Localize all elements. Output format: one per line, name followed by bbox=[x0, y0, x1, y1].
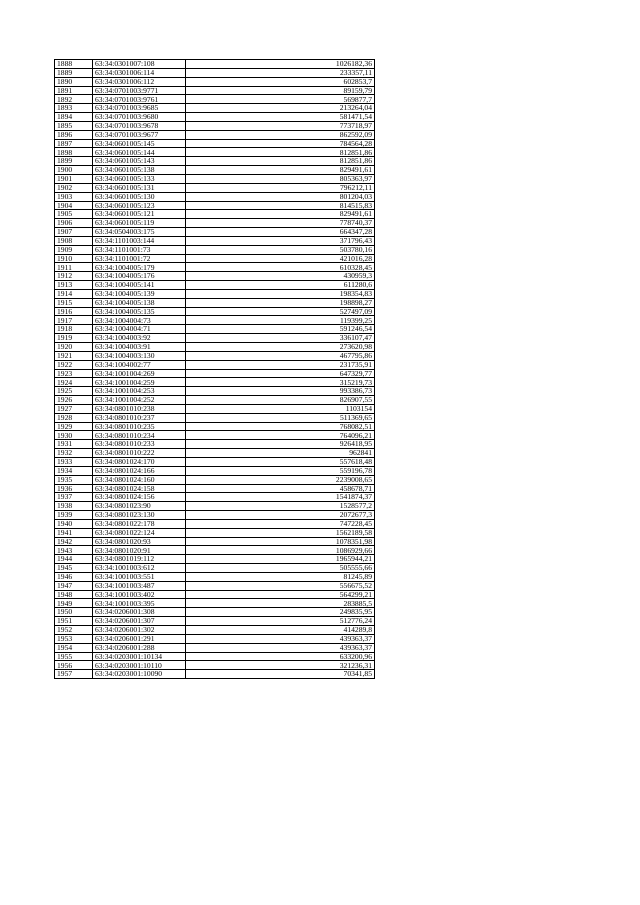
cadastral-number-cell: 63:34:1101001:72 bbox=[93, 254, 186, 263]
cadastral-number-cell: 63:34:0203001:10110 bbox=[93, 661, 186, 670]
row-number-cell: 1890 bbox=[55, 77, 93, 86]
table-row bbox=[55, 440, 375, 449]
value-cell: 611280,6 bbox=[186, 281, 375, 290]
row-number-cell: 1912 bbox=[55, 272, 93, 281]
table-row bbox=[55, 121, 375, 130]
value-cell: 1086929,66 bbox=[186, 546, 375, 555]
table-row bbox=[55, 431, 375, 440]
cadastral-number-cell: 63:34:0801020:93 bbox=[93, 537, 186, 546]
value-cell: 249835,95 bbox=[186, 608, 375, 617]
table-row bbox=[55, 378, 375, 387]
value-cell: 421016,28 bbox=[186, 254, 375, 263]
row-number-cell: 1892 bbox=[55, 95, 93, 104]
cadastral-number-cell: 63:34:0301006:114 bbox=[93, 68, 186, 77]
row-number-cell: 1925 bbox=[55, 387, 93, 396]
row-number-cell: 1947 bbox=[55, 581, 93, 590]
row-number-cell: 1904 bbox=[55, 201, 93, 210]
value-cell: 512776,24 bbox=[186, 617, 375, 626]
table-row bbox=[55, 316, 375, 325]
row-number-cell: 1898 bbox=[55, 148, 93, 157]
row-number-cell: 1953 bbox=[55, 634, 93, 643]
row-number-cell: 1919 bbox=[55, 334, 93, 343]
cadastral-number-cell: 63:34:1004005:139 bbox=[93, 289, 186, 298]
cadastral-number-cell: 63:34:1004005:141 bbox=[93, 281, 186, 290]
row-number-cell: 1940 bbox=[55, 519, 93, 528]
value-cell: 747228,45 bbox=[186, 519, 375, 528]
table-row bbox=[55, 334, 375, 343]
cadastral-number-cell: 63:34:1004003:130 bbox=[93, 351, 186, 360]
value-cell: 198898,27 bbox=[186, 298, 375, 307]
table-row bbox=[55, 219, 375, 228]
table-row bbox=[55, 475, 375, 484]
row-number-cell: 1915 bbox=[55, 298, 93, 307]
value-cell: 1965944,21 bbox=[186, 555, 375, 564]
row-number-cell: 1902 bbox=[55, 183, 93, 192]
row-number-cell: 1899 bbox=[55, 157, 93, 166]
row-number-cell: 1922 bbox=[55, 360, 93, 369]
value-cell: 812851,86 bbox=[186, 157, 375, 166]
cadastral-number-cell: 63:34:0601005:131 bbox=[93, 183, 186, 192]
row-number-cell: 1888 bbox=[55, 60, 93, 69]
cadastral-number-cell: 63:34:0801024:156 bbox=[93, 493, 186, 502]
table-row bbox=[55, 643, 375, 652]
table-row bbox=[55, 608, 375, 617]
row-number-cell: 1900 bbox=[55, 166, 93, 175]
cadastral-number-cell: 63:34:0206001:288 bbox=[93, 643, 186, 652]
row-number-cell: 1948 bbox=[55, 590, 93, 599]
table-row bbox=[55, 86, 375, 95]
row-number-cell: 1909 bbox=[55, 245, 93, 254]
row-number-cell: 1923 bbox=[55, 369, 93, 378]
value-cell: 796212,11 bbox=[186, 183, 375, 192]
row-number-cell: 1916 bbox=[55, 307, 93, 316]
value-cell: 633200,96 bbox=[186, 652, 375, 661]
row-number-cell: 1917 bbox=[55, 316, 93, 325]
row-number-cell: 1944 bbox=[55, 555, 93, 564]
row-number-cell: 1933 bbox=[55, 457, 93, 466]
row-number-cell: 1950 bbox=[55, 608, 93, 617]
cadastral-number-cell: 63:34:1004004:73 bbox=[93, 316, 186, 325]
value-cell: 814515,83 bbox=[186, 201, 375, 210]
value-cell: 926418,95 bbox=[186, 440, 375, 449]
table-row bbox=[55, 413, 375, 422]
row-number-cell: 1952 bbox=[55, 626, 93, 635]
value-cell: 198354,83 bbox=[186, 289, 375, 298]
table-row bbox=[55, 263, 375, 272]
cadastral-number-cell: 63:34:0601005:143 bbox=[93, 157, 186, 166]
value-cell: 591246,54 bbox=[186, 325, 375, 334]
table-row bbox=[55, 157, 375, 166]
row-number-cell: 1930 bbox=[55, 431, 93, 440]
table-row bbox=[55, 148, 375, 157]
row-number-cell: 1943 bbox=[55, 546, 93, 555]
row-number-cell: 1941 bbox=[55, 528, 93, 537]
cadastral-number-cell: 63:34:1001003:612 bbox=[93, 564, 186, 573]
cadastral-number-cell: 63:34:1004005:179 bbox=[93, 263, 186, 272]
cadastral-number-cell: 63:34:0701003:9680 bbox=[93, 113, 186, 122]
value-cell: 801204,03 bbox=[186, 192, 375, 201]
table-row bbox=[55, 254, 375, 263]
cadastral-number-cell: 63:34:0301006:112 bbox=[93, 77, 186, 86]
value-cell: 283885,5 bbox=[186, 599, 375, 608]
value-cell: 1541874,37 bbox=[186, 493, 375, 502]
row-number-cell: 1949 bbox=[55, 599, 93, 608]
table-row bbox=[55, 661, 375, 670]
value-cell: 773718,97 bbox=[186, 121, 375, 130]
row-number-cell: 1907 bbox=[55, 228, 93, 237]
table-row bbox=[55, 307, 375, 316]
cadastral-number-cell: 63:34:1001004:252 bbox=[93, 396, 186, 405]
row-number-cell: 1897 bbox=[55, 139, 93, 148]
value-cell: 439363,37 bbox=[186, 634, 375, 643]
table-row bbox=[55, 298, 375, 307]
row-number-cell: 1936 bbox=[55, 484, 93, 493]
value-cell: 467795,86 bbox=[186, 351, 375, 360]
cadastral-number-cell: 63:34:1004002:77 bbox=[93, 360, 186, 369]
value-cell: 1528577,2 bbox=[186, 502, 375, 511]
value-cell: 993386,73 bbox=[186, 387, 375, 396]
row-number-cell: 1931 bbox=[55, 440, 93, 449]
row-number-cell: 1911 bbox=[55, 263, 93, 272]
table-row bbox=[55, 245, 375, 254]
cadastral-number-cell: 63:34:0203001:10134 bbox=[93, 652, 186, 661]
row-number-cell: 1929 bbox=[55, 422, 93, 431]
value-cell: 371796,43 bbox=[186, 236, 375, 245]
value-cell: 559196,78 bbox=[186, 466, 375, 475]
table-row bbox=[55, 113, 375, 122]
value-cell: 458678,71 bbox=[186, 484, 375, 493]
value-cell: 511369,65 bbox=[186, 413, 375, 422]
cadastral-number-cell: 63:34:0801010:235 bbox=[93, 422, 186, 431]
table-row bbox=[55, 77, 375, 86]
row-number-cell: 1957 bbox=[55, 670, 93, 679]
table-row bbox=[55, 404, 375, 413]
table-row bbox=[55, 652, 375, 661]
table-row bbox=[55, 183, 375, 192]
value-cell: 768082,51 bbox=[186, 422, 375, 431]
cadastral-number-cell: 63:34:0601005:145 bbox=[93, 139, 186, 148]
cadastral-number-cell: 63:34:0801010:233 bbox=[93, 440, 186, 449]
table-body bbox=[55, 60, 375, 679]
row-number-cell: 1924 bbox=[55, 378, 93, 387]
value-cell: 414289,8 bbox=[186, 626, 375, 635]
value-cell: 527497,09 bbox=[186, 307, 375, 316]
value-cell: 70341,85 bbox=[186, 670, 375, 679]
cadastral-number-cell: 63:34:1004004:71 bbox=[93, 325, 186, 334]
table-row bbox=[55, 201, 375, 210]
row-number-cell: 1901 bbox=[55, 174, 93, 183]
value-cell: 503780,16 bbox=[186, 245, 375, 254]
value-cell: 81245,89 bbox=[186, 572, 375, 581]
cadastral-number-cell: 63:34:0601005:138 bbox=[93, 166, 186, 175]
cadastral-number-cell: 63:34:1101003:144 bbox=[93, 236, 186, 245]
value-cell: 664347,28 bbox=[186, 228, 375, 237]
cadastral-number-cell: 63:34:0801019:112 bbox=[93, 555, 186, 564]
value-cell: 273620,98 bbox=[186, 343, 375, 352]
cadastral-number-cell: 63:34:0601005:130 bbox=[93, 192, 186, 201]
row-number-cell: 1894 bbox=[55, 113, 93, 122]
cadastral-number-cell: 63:34:1004005:176 bbox=[93, 272, 186, 281]
row-number-cell: 1891 bbox=[55, 86, 93, 95]
row-number-cell: 1955 bbox=[55, 652, 93, 661]
table-row bbox=[55, 537, 375, 546]
cadastral-number-cell: 63:34:0601005:119 bbox=[93, 219, 186, 228]
cadastral-number-cell: 63:34:1004003:92 bbox=[93, 334, 186, 343]
cadastral-number-cell: 63:34:0203001:10090 bbox=[93, 670, 186, 679]
table-row bbox=[55, 634, 375, 643]
cadastral-number-cell: 63:34:0601005:123 bbox=[93, 201, 186, 210]
value-cell: 581471,54 bbox=[186, 113, 375, 122]
table-row bbox=[55, 572, 375, 581]
row-number-cell: 1954 bbox=[55, 643, 93, 652]
table-row bbox=[55, 599, 375, 608]
table-row bbox=[55, 104, 375, 113]
table-row bbox=[55, 564, 375, 573]
value-cell: 764096,21 bbox=[186, 431, 375, 440]
table-row bbox=[55, 166, 375, 175]
table-row bbox=[55, 449, 375, 458]
data-table bbox=[54, 59, 375, 679]
cadastral-number-cell: 63:34:1001004:253 bbox=[93, 387, 186, 396]
value-cell: 1103154 bbox=[186, 404, 375, 413]
table-row bbox=[55, 174, 375, 183]
cadastral-number-cell: 63:34:0206001:291 bbox=[93, 634, 186, 643]
row-number-cell: 1896 bbox=[55, 130, 93, 139]
table-row bbox=[55, 139, 375, 148]
value-cell: 784564,28 bbox=[186, 139, 375, 148]
row-number-cell: 1921 bbox=[55, 351, 93, 360]
value-cell: 1026182,36 bbox=[186, 60, 375, 69]
cadastral-number-cell: 63:34:0206001:307 bbox=[93, 617, 186, 626]
table-row bbox=[55, 369, 375, 378]
value-cell: 564299,21 bbox=[186, 590, 375, 599]
cadastral-number-cell: 63:34:1001004:259 bbox=[93, 378, 186, 387]
cadastral-number-cell: 63:34:0801024:160 bbox=[93, 475, 186, 484]
value-cell: 962841 bbox=[186, 449, 375, 458]
cadastral-number-cell: 63:34:1001003:395 bbox=[93, 599, 186, 608]
table-row bbox=[55, 457, 375, 466]
value-cell: 119399,25 bbox=[186, 316, 375, 325]
cadastral-number-cell: 63:34:0701003:9761 bbox=[93, 95, 186, 104]
row-number-cell: 1906 bbox=[55, 219, 93, 228]
row-number-cell: 1903 bbox=[55, 192, 93, 201]
row-number-cell: 1956 bbox=[55, 661, 93, 670]
value-cell: 778740,37 bbox=[186, 219, 375, 228]
row-number-cell: 1938 bbox=[55, 502, 93, 511]
cadastral-number-cell: 63:34:1101001:73 bbox=[93, 245, 186, 254]
table-row bbox=[55, 343, 375, 352]
cadastral-number-cell: 63:34:0801024:158 bbox=[93, 484, 186, 493]
table-row bbox=[55, 289, 375, 298]
row-number-cell: 1942 bbox=[55, 537, 93, 546]
value-cell: 610328,45 bbox=[186, 263, 375, 272]
table-row bbox=[55, 396, 375, 405]
table-row bbox=[55, 670, 375, 679]
cadastral-number-cell: 63:34:0701003:9677 bbox=[93, 130, 186, 139]
row-number-cell: 1945 bbox=[55, 564, 93, 573]
table-row bbox=[55, 95, 375, 104]
row-number-cell: 1932 bbox=[55, 449, 93, 458]
value-cell: 1078351,98 bbox=[186, 537, 375, 546]
cadastral-number-cell: 63:34:0801010:234 bbox=[93, 431, 186, 440]
cadastral-number-cell: 63:34:0801023:90 bbox=[93, 502, 186, 511]
table-row bbox=[55, 210, 375, 219]
value-cell: 315219,73 bbox=[186, 378, 375, 387]
row-number-cell: 1908 bbox=[55, 236, 93, 245]
row-number-cell: 1927 bbox=[55, 404, 93, 413]
value-cell: 569877,7 bbox=[186, 95, 375, 104]
table-row bbox=[55, 422, 375, 431]
table-row bbox=[55, 281, 375, 290]
value-cell: 321236,31 bbox=[186, 661, 375, 670]
table-row bbox=[55, 626, 375, 635]
table-row bbox=[55, 360, 375, 369]
row-number-cell: 1918 bbox=[55, 325, 93, 334]
table-row bbox=[55, 581, 375, 590]
value-cell: 89159,79 bbox=[186, 86, 375, 95]
value-cell: 505555,66 bbox=[186, 564, 375, 573]
cadastral-number-cell: 63:34:1001003:487 bbox=[93, 581, 186, 590]
row-number-cell: 1939 bbox=[55, 511, 93, 520]
table-row bbox=[55, 60, 375, 69]
table-row bbox=[55, 130, 375, 139]
value-cell: 647329,77 bbox=[186, 369, 375, 378]
row-number-cell: 1889 bbox=[55, 68, 93, 77]
row-number-cell: 1905 bbox=[55, 210, 93, 219]
cadastral-number-cell: 63:34:0801010:237 bbox=[93, 413, 186, 422]
table-row bbox=[55, 555, 375, 564]
cadastral-number-cell: 63:34:0301007:108 bbox=[93, 60, 186, 69]
cadastral-number-cell: 63:34:1001003:402 bbox=[93, 590, 186, 599]
row-number-cell: 1914 bbox=[55, 289, 93, 298]
value-cell: 213264,04 bbox=[186, 104, 375, 113]
cadastral-number-cell: 63:34:0206001:308 bbox=[93, 608, 186, 617]
cadastral-number-cell: 63:34:0801023:130 bbox=[93, 511, 186, 520]
table-row bbox=[55, 466, 375, 475]
row-number-cell: 1951 bbox=[55, 617, 93, 626]
row-number-cell: 1934 bbox=[55, 466, 93, 475]
cadastral-number-cell: 63:34:1001003:551 bbox=[93, 572, 186, 581]
value-cell: 805363,97 bbox=[186, 174, 375, 183]
table-row bbox=[55, 493, 375, 502]
cadastral-number-cell: 63:34:1004005:135 bbox=[93, 307, 186, 316]
cadastral-number-cell: 63:34:0701003:9771 bbox=[93, 86, 186, 95]
table-row bbox=[55, 387, 375, 396]
value-cell: 439363,37 bbox=[186, 643, 375, 652]
cadastral-number-cell: 63:34:0801010:222 bbox=[93, 449, 186, 458]
value-cell: 556675,52 bbox=[186, 581, 375, 590]
cadastral-number-cell: 63:34:0801022:124 bbox=[93, 528, 186, 537]
value-cell: 557618,48 bbox=[186, 457, 375, 466]
table-row bbox=[55, 484, 375, 493]
value-cell: 826907,55 bbox=[186, 396, 375, 405]
table-row bbox=[55, 590, 375, 599]
table-row bbox=[55, 519, 375, 528]
cadastral-number-cell: 63:34:0601005:121 bbox=[93, 210, 186, 219]
row-number-cell: 1910 bbox=[55, 254, 93, 263]
value-cell: 336107,47 bbox=[186, 334, 375, 343]
table-row bbox=[55, 325, 375, 334]
cadastral-number-cell: 63:34:0601005:144 bbox=[93, 148, 186, 157]
cadastral-number-cell: 63:34:0801024:170 bbox=[93, 457, 186, 466]
table-row bbox=[55, 502, 375, 511]
cadastral-number-cell: 63:34:0801020:91 bbox=[93, 546, 186, 555]
row-number-cell: 1913 bbox=[55, 281, 93, 290]
cadastral-number-cell: 63:34:0701003:9678 bbox=[93, 121, 186, 130]
value-cell: 602853,7 bbox=[186, 77, 375, 86]
table-row bbox=[55, 236, 375, 245]
cadastral-number-cell: 63:34:0701003:9685 bbox=[93, 104, 186, 113]
table-row bbox=[55, 228, 375, 237]
table-row bbox=[55, 272, 375, 281]
row-number-cell: 1928 bbox=[55, 413, 93, 422]
value-cell: 430959,3 bbox=[186, 272, 375, 281]
table-row bbox=[55, 68, 375, 77]
cadastral-number-cell: 63:34:0206001:302 bbox=[93, 626, 186, 635]
value-cell: 1562189,58 bbox=[186, 528, 375, 537]
cadastral-number-cell: 63:34:1001004:269 bbox=[93, 369, 186, 378]
cadastral-number-cell: 63:34:0801010:238 bbox=[93, 404, 186, 413]
value-cell: 812851,86 bbox=[186, 148, 375, 157]
table-row bbox=[55, 528, 375, 537]
row-number-cell: 1946 bbox=[55, 572, 93, 581]
cadastral-number-cell: 63:34:0601005:133 bbox=[93, 174, 186, 183]
table-row bbox=[55, 617, 375, 626]
value-cell: 862592,09 bbox=[186, 130, 375, 139]
value-cell: 231735,91 bbox=[186, 360, 375, 369]
cadastral-number-cell: 63:34:1004005:138 bbox=[93, 298, 186, 307]
table-row bbox=[55, 546, 375, 555]
cadastral-number-cell: 63:34:0801024:166 bbox=[93, 466, 186, 475]
cadastral-number-cell: 63:34:0504003:175 bbox=[93, 228, 186, 237]
cadastral-number-cell: 63:34:0801022:178 bbox=[93, 519, 186, 528]
value-cell: 233357,11 bbox=[186, 68, 375, 77]
row-number-cell: 1926 bbox=[55, 396, 93, 405]
value-cell: 829491,61 bbox=[186, 210, 375, 219]
table-row bbox=[55, 351, 375, 360]
value-cell: 2072677,3 bbox=[186, 511, 375, 520]
row-number-cell: 1920 bbox=[55, 343, 93, 352]
row-number-cell: 1937 bbox=[55, 493, 93, 502]
row-number-cell: 1893 bbox=[55, 104, 93, 113]
value-cell: 829491,61 bbox=[186, 166, 375, 175]
table-row bbox=[55, 511, 375, 520]
value-cell: 2239008,65 bbox=[186, 475, 375, 484]
row-number-cell: 1895 bbox=[55, 121, 93, 130]
row-number-cell: 1935 bbox=[55, 475, 93, 484]
cadastral-number-cell: 63:34:1004003:91 bbox=[93, 343, 186, 352]
table-row bbox=[55, 192, 375, 201]
